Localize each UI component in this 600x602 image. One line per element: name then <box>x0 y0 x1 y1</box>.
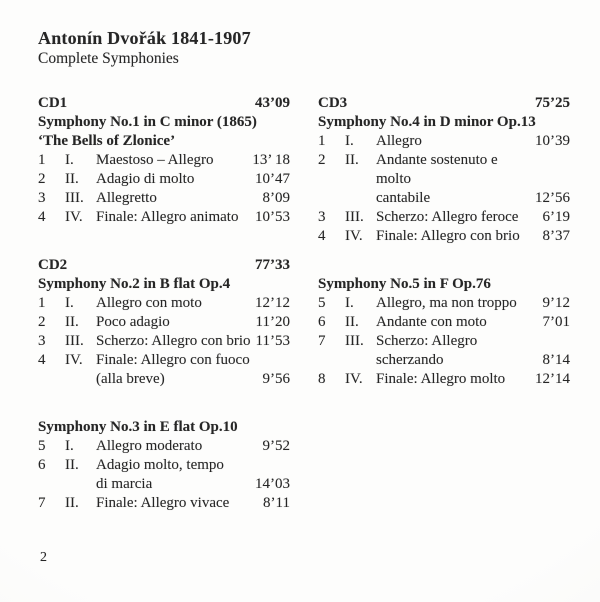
page-title: Antonín Dvořák 1841-1907 <box>38 28 251 48</box>
track-time: 12’12 <box>255 295 290 311</box>
movement-title-line: Finale: Allegro animato <box>96 209 239 225</box>
track-row <box>38 151 290 170</box>
track-row <box>318 208 570 227</box>
disc-header <box>38 256 290 275</box>
work-title-line: Symphony No.2 in B flat Op.4 <box>38 276 231 292</box>
movement-title-line: Adagio molto, tempo <box>96 457 224 473</box>
page-number: 2 <box>40 550 47 565</box>
track-row <box>38 313 290 332</box>
track-number: 2 <box>38 171 46 187</box>
right-column <box>318 94 570 513</box>
track-number: 8 <box>318 371 326 387</box>
movement-title-line: Allegretto <box>96 190 157 206</box>
movement-numeral: I. <box>65 295 74 311</box>
page-subtitle: Complete Symphonies <box>38 50 179 67</box>
track-row <box>38 294 290 313</box>
track-row <box>38 332 290 351</box>
movement-numeral: I. <box>65 152 74 168</box>
track-time: 8’11 <box>263 495 290 511</box>
track-row <box>318 151 570 208</box>
track-row <box>38 456 290 494</box>
track-row <box>318 227 570 246</box>
track-number: 1 <box>38 295 46 311</box>
track-number: 5 <box>318 295 326 311</box>
movement-numeral: III. <box>65 190 84 206</box>
work-title-line: ‘The Bells of Zlonice’ <box>38 133 176 149</box>
movement-title-line: Finale: Allegro molto <box>376 371 506 387</box>
track-number: 3 <box>318 209 326 225</box>
track-time: 10’39 <box>535 133 570 149</box>
track-row <box>38 208 290 227</box>
track-row <box>318 332 570 370</box>
movement-title-line: Allegro <box>376 133 422 149</box>
movement-title-line: Allegro, ma non troppo <box>376 295 517 311</box>
track-time: 12’14 <box>535 371 570 387</box>
movement-title-line: Finale: Allegro vivace <box>96 495 230 511</box>
track-row <box>38 189 290 208</box>
movement-numeral: II. <box>345 152 359 168</box>
track-time: 10’47 <box>255 171 290 187</box>
work-title-line: Symphony No.3 in E flat Op.10 <box>38 419 238 435</box>
movement-numeral: III. <box>65 333 84 349</box>
movement-numeral: II. <box>65 314 79 330</box>
movement-numeral: IV. <box>65 352 83 368</box>
track-time: 8’37 <box>542 228 570 244</box>
movement-title-line: Finale: Allegro con brio <box>376 228 520 244</box>
movement-numeral: IV. <box>345 371 363 387</box>
disc-total-time: 77’33 <box>255 257 290 273</box>
track-row <box>38 437 290 456</box>
track-time: 10’53 <box>255 209 290 225</box>
movement-numeral: III. <box>345 333 364 349</box>
movement-title-line: Scherzo: Allegro con brio <box>96 333 251 349</box>
track-row <box>318 294 570 313</box>
disc-total-time: 43’09 <box>255 95 290 111</box>
track-number: 2 <box>318 152 326 168</box>
movement-title-line: Scherzo: Allegro feroce <box>376 209 519 225</box>
track-row <box>38 351 290 389</box>
work-section-symphony-3 <box>38 418 290 513</box>
track-time: 9’56 <box>262 371 290 387</box>
track-row <box>38 170 290 189</box>
track-listing-columns <box>38 94 570 513</box>
track-number: 1 <box>318 133 326 149</box>
disc-header <box>318 94 570 113</box>
track-time: 11’20 <box>255 314 290 330</box>
movement-title-line: di marcia <box>96 476 153 492</box>
movement-numeral: II. <box>65 495 79 511</box>
movement-title-line: scherzando <box>376 352 444 368</box>
disc-section-cd2 <box>38 256 290 389</box>
disc-header <box>38 94 290 113</box>
movement-numeral: I. <box>345 133 354 149</box>
track-time: 11’53 <box>255 333 290 349</box>
movement-numeral: I. <box>345 295 354 311</box>
track-time: 13’ 18 <box>252 152 290 168</box>
track-time: 9’12 <box>542 295 570 311</box>
track-time: 7’01 <box>542 314 570 330</box>
track-number: 3 <box>38 333 46 349</box>
movement-title-line: Allegro moderato <box>96 438 203 454</box>
movement-numeral: I. <box>65 438 74 454</box>
track-number: 2 <box>38 314 46 330</box>
work-title-line: Symphony No.1 in C minor (1865) <box>38 114 257 130</box>
disc-label: CD1 <box>38 95 68 111</box>
track-number: 6 <box>318 314 326 330</box>
movement-title-line: Allegro con moto <box>96 295 202 311</box>
work-title-line: Symphony No.5 in F Op.76 <box>318 276 491 292</box>
track-number: 1 <box>38 152 46 168</box>
track-number: 5 <box>38 438 46 454</box>
movement-title-line: Finale: Allegro con fuoco <box>96 352 250 368</box>
track-time: 6’19 <box>542 209 570 225</box>
disc-section-cd1 <box>38 94 290 227</box>
movement-title-line: Adagio di molto <box>96 171 195 187</box>
track-row <box>318 132 570 151</box>
disc-total-time: 75’25 <box>535 95 570 111</box>
track-row <box>318 313 570 332</box>
movement-title-line: Maestoso – Allegro <box>96 152 214 168</box>
track-time: 8’14 <box>542 352 570 368</box>
movement-numeral: IV. <box>65 209 83 225</box>
movement-numeral: III. <box>345 209 364 225</box>
movement-title-line: Poco adagio <box>96 314 170 330</box>
track-row <box>318 370 570 389</box>
movement-numeral: II. <box>65 171 79 187</box>
disc-section-cd3 <box>318 94 570 246</box>
movement-title-line: (alla breve) <box>96 371 165 387</box>
work-title-line: Symphony No.4 in D minor Op.13 <box>318 114 536 130</box>
disc-label: CD3 <box>318 95 348 111</box>
left-column <box>38 94 290 513</box>
work-section-symphony-5 <box>318 275 570 389</box>
track-time: 14’03 <box>255 476 290 492</box>
movement-title-line: Scherzo: Allegro <box>376 333 478 349</box>
track-number: 7 <box>318 333 326 349</box>
movement-numeral: IV. <box>345 228 363 244</box>
track-number: 4 <box>318 228 326 244</box>
track-number: 7 <box>38 495 46 511</box>
track-number: 4 <box>38 209 46 225</box>
track-number: 4 <box>38 352 46 368</box>
track-number: 6 <box>38 457 46 473</box>
movement-title-line: cantabile <box>376 190 431 206</box>
track-row <box>38 494 290 513</box>
track-time: 8’09 <box>262 190 290 206</box>
track-time: 9’52 <box>262 438 290 454</box>
track-number: 3 <box>38 190 46 206</box>
disc-label: CD2 <box>38 257 68 273</box>
movement-title-line: Andante con moto <box>376 314 487 330</box>
track-time: 12’56 <box>535 190 570 206</box>
movement-numeral: II. <box>345 314 359 330</box>
movement-title-line: Andante sostenuto e molto <box>376 152 498 187</box>
movement-numeral: II. <box>65 457 79 473</box>
